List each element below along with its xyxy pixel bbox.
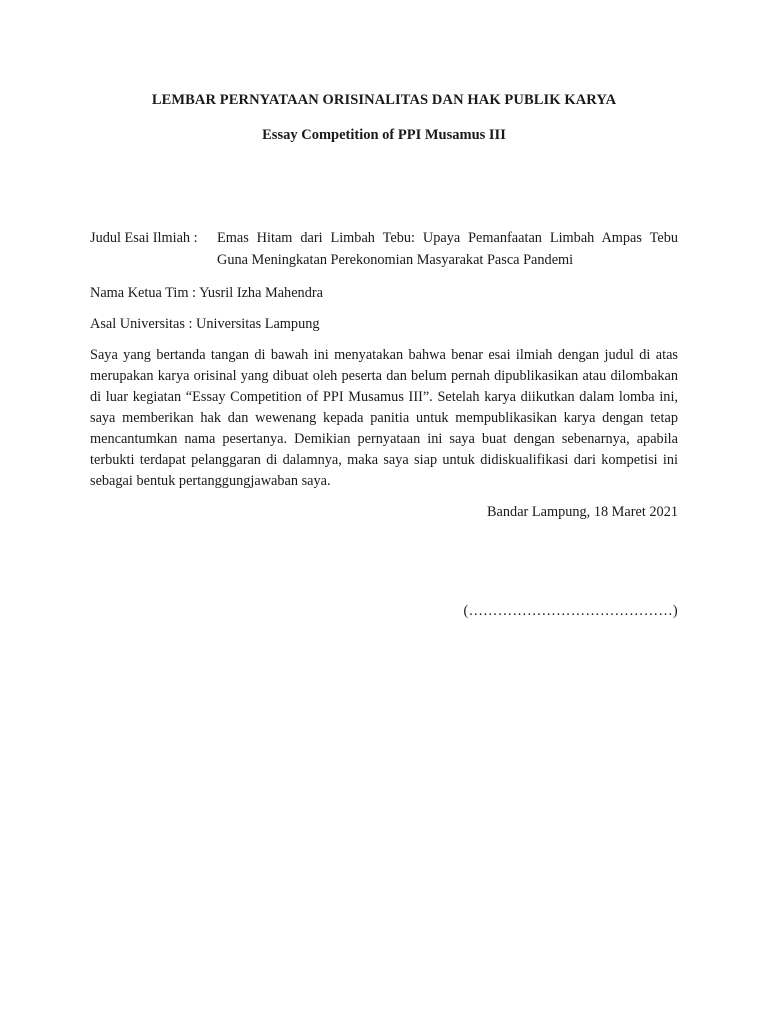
statement-paragraph: Saya yang bertanda tangan di bawah ini menyatakan bahwa benar esai ilmiah dengan judul di atas merupakan karya orisinal yang dibuat oleh peserta dan belum pernah dipublikasikan atau dilombakan di luar kegiatan “Essay Competition of PPI Musamus III”. Setelah karya diikutkan dalam lomba ini, saya memberikan hak dan wewenang kepada panitia untuk mempublikasikan karya dengan tetap mencantumkan nama pesertanya. Demikian pernyataan ini saya buat dengan sebenarnya, apabila terbukti terdapat pelanggaran di dalamnya, maka saya siap untuk didiskualifikasi dari kompetisi ini sebagai bentuk pertanggungjawaban saya. [90, 347, 678, 489]
judul-field [90, 227, 678, 271]
asal-value: Universitas Lampung [196, 316, 320, 332]
judul-value [217, 227, 678, 271]
ketua-field [90, 282, 678, 304]
asal-field [90, 313, 678, 335]
asal-label: Asal Universitas : [90, 316, 193, 332]
ketua-value: Yusril Izha Mahendra [199, 285, 323, 301]
judul-value-line2: Guna Meningkatan Perekonomian Masyarakat Pasca Pandemi [217, 252, 574, 268]
signature-placeholder: (……………………………………) [463, 603, 678, 619]
judul-value-line1: Emas Hitam dari Limbah Tebu: Upaya Pemanfaatan Limbah Ampas Tebu [217, 230, 678, 246]
place-date: Bandar Lampung, 18 Maret 2021 [487, 504, 678, 520]
judul-label: Judul Esai Ilmiah : [90, 230, 198, 246]
document-subtitle: Essay Competition of PPI Musamus III [262, 127, 506, 143]
document-title: LEMBAR PERNYATAAN ORISINALITAS DAN HAK PUBLIK KARYA [151, 92, 617, 108]
ketua-label: Nama Ketua Tim : [90, 285, 197, 301]
